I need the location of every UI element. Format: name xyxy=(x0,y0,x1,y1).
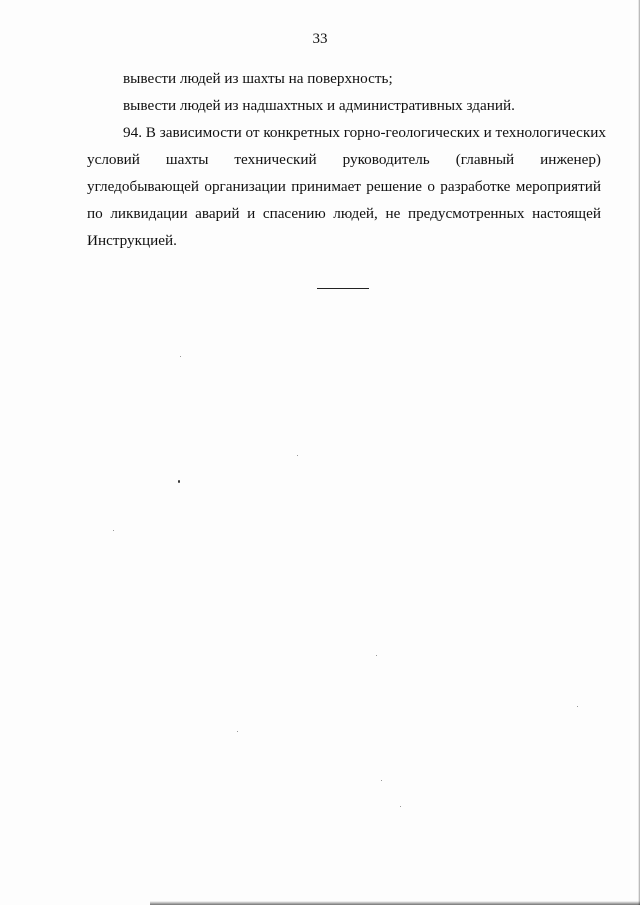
scan-speck xyxy=(297,455,298,456)
paragraph-94 xyxy=(87,119,606,254)
scan-speck xyxy=(400,806,401,807)
list-item-evacuate-buildings: вывести людей из надшахтных и административных зданий. xyxy=(123,97,515,114)
scan-bottom-edge xyxy=(150,901,640,905)
scan-speck xyxy=(178,480,180,483)
document-body xyxy=(87,65,606,254)
page-number: 33 xyxy=(312,31,328,47)
scan-speck xyxy=(577,706,578,707)
paragraph-94-line: по ликвидации аварий и спасению людей, не предусмотренных настоящей xyxy=(87,205,601,222)
scan-speck xyxy=(381,780,382,781)
scan-speck xyxy=(180,356,181,357)
list-item-evacuate-mine: вывести людей из шахты на поверхность; xyxy=(123,70,393,87)
paragraph-94-line: угледобывающей организации принимает решение о разработке мероприятий xyxy=(87,178,601,195)
paragraph-94-line: Инструкцией. xyxy=(87,232,177,249)
scan-speck xyxy=(237,731,238,732)
paragraph-94-line: 94. В зависимости от конкретных горно-геологических и технологических xyxy=(123,124,606,141)
scan-speck xyxy=(376,655,377,656)
end-separator-rule xyxy=(317,288,369,289)
scan-speck xyxy=(113,530,114,531)
paragraph-94-line: условий шахты технический руководитель (главный инженер) xyxy=(87,151,601,168)
